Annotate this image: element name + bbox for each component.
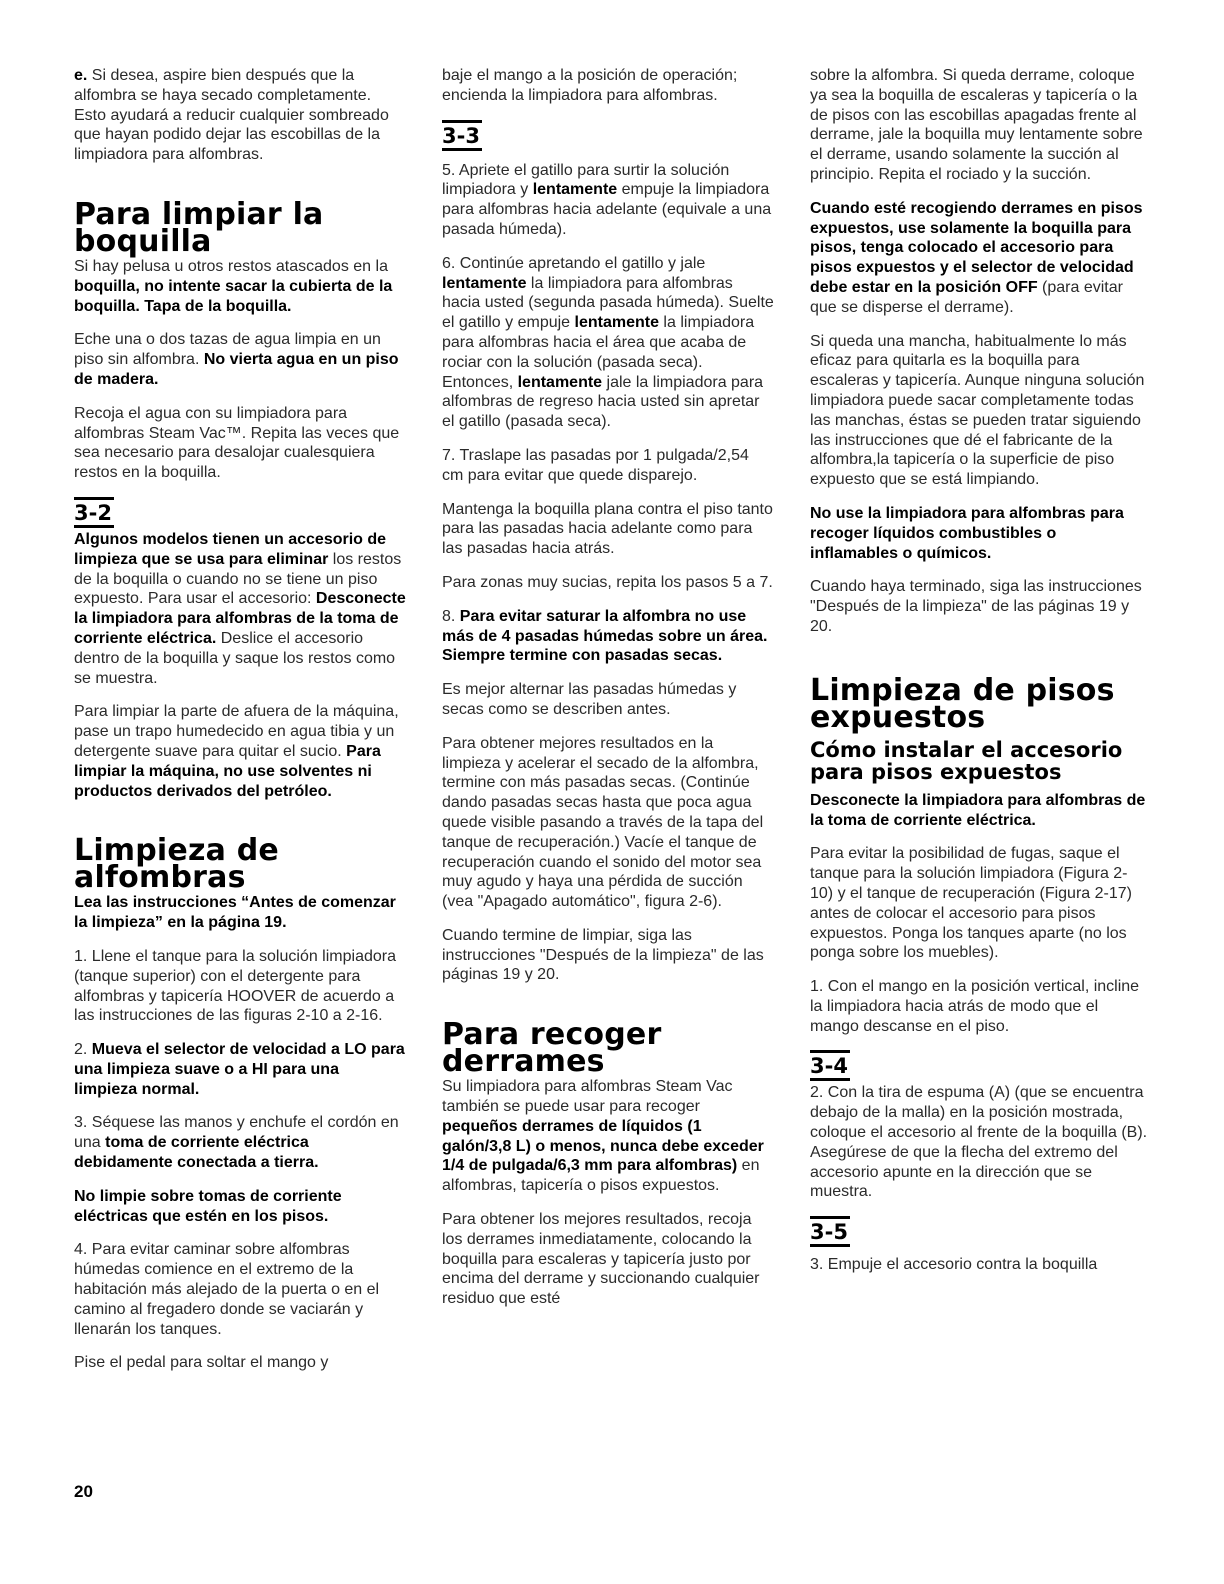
bold-run: Desconecte la limpiadora para alfombras de la toma de corriente eléctrica.	[74, 590, 406, 647]
paragraph-accesorio	[74, 530, 406, 688]
paragraph-step-1-mango: 1. Con el mango en la posición vertical, incline la limpiadora hacia atrás de modo que el mango descanse en el piso.	[810, 978, 1140, 1035]
paragraph-desconecte: Desconecte la limpiadora para alfombras de la toma de corriente eléctrica.	[810, 791, 1146, 829]
bold-run: lentamente	[517, 373, 603, 391]
column-2	[442, 66, 774, 1323]
paragraph-warning-tomas: No limpie sobre tomas de corriente eléctricas que estén en los pisos.	[74, 1187, 342, 1225]
figure-bar-top	[442, 120, 482, 123]
bold-run: No vierta agua en un piso de madera.	[74, 351, 399, 388]
paragraph-sobre-alfombra: sobre la alfombra. Si queda derrame, coloque ya sea la boquilla de escaleras y tapicería o la de pisos con las escobillas apagadas frente al derrame, jale la boquilla muy lentamente sobre el derrame, usando solamente la succión al principio. Repita el rociado y la succión.	[810, 67, 1143, 183]
column-1	[74, 66, 406, 1387]
paragraph-lea: Lea las instrucciones “Antes de comenzar la limpieza” en la página 19.	[74, 894, 396, 932]
bold-run: Para limpiar la máquina, no use solventes ni productos derivados del petróleo.	[74, 742, 381, 800]
text-run: la limpiadora para alfombras hacia el área que acaba de rociar con la solución (pasada seca). Entonces,	[442, 314, 755, 391]
paragraph-mejores-resultados: Para obtener mejores resultados en la limpieza y acelerar el secado de la alfombra, termine con más pasadas secas. (Continúe dando pasadas secas hasta que poca agua quede visible pasando a través de la tapa del tanque de recuperación.) Vacíe el tanque de recuperación cuando el sonido del motor sea muy agudo y haya una pérdida de succión (vea "Apagado automático", figura 2-6).	[442, 734, 764, 911]
heading-line: Para recoger	[442, 1017, 662, 1053]
paragraph-derrames-intro	[442, 1077, 774, 1196]
heading-line: Limpieza de	[74, 833, 279, 869]
bold-run: Cuando esté recogiendo derrames en pisos expuestos, use solamente la boquilla para pisos, tenga colocado el accesorio para pisos expuestos y el selector de velocidad debe estar en la posición OFF	[810, 199, 1143, 296]
heading-line: Para limpiar la	[74, 196, 324, 232]
paragraph-recoja: Recoja el agua con su limpiadora para alfombras Steam Vac™. Repita las veces que sea necesario para desalojar cualesquiera restos en la boquilla.	[74, 404, 400, 482]
paragraph-step-3-empuje: 3. Empuje el accesorio contra la boquilla	[810, 1256, 1098, 1274]
paragraph-step-e	[74, 66, 406, 165]
paragraph-boquilla-intro	[74, 257, 406, 316]
bold-run: Para evitar saturar la alfombra no use más de 4 pasadas húmedas sobre un área. Siempre termine con pasadas secas.	[442, 607, 768, 665]
figure-bar-top	[74, 497, 114, 500]
text-run: en alfombras, tapicería o pisos expuestos.	[442, 1157, 760, 1195]
figure-ref-3-3	[442, 120, 774, 151]
text-run: 5. Apriete el gatillo para surtir la solución limpiadora y	[442, 161, 730, 199]
paragraph-step-6	[442, 254, 774, 432]
figure-label: 3-2	[74, 500, 112, 525]
bold-run: toma de corriente eléctrica debidamente conectada a tierra.	[74, 1134, 319, 1172]
bold-run: lentamente	[442, 274, 527, 292]
step-letter: e.	[74, 67, 88, 84]
paragraph-cuando-termine: Cuando termine de limpiar, siga las instrucciones "Después de la limpieza" de las páginas 19 y 20.	[442, 926, 764, 984]
bold-run: Algunos modelos tienen un accesorio de limpieza que se usa para eliminar	[74, 530, 387, 568]
heading-para-limpiar-boquilla	[74, 196, 406, 259]
text-run: empuje la limpiadora para alfombras hacia adelante (equivale a una pasada húmeda).	[442, 181, 772, 238]
paragraph-cuando-haya-terminado: Cuando haya terminado, siga las instrucciones "Después de la limpieza" de las páginas 19 y 20.	[810, 578, 1142, 635]
paragraph-step-1: 1. Llene el tanque para la solución limpiadora (tanque superior) con el detergente para alfombras y tapicería HOOVER de acuerdo a las instrucciones de las figuras 2-10 a 2-16.	[74, 947, 396, 1025]
figure-label: 3-5	[810, 1220, 848, 1245]
paragraph-step-3	[74, 1113, 406, 1172]
bold-run: lentamente	[574, 314, 659, 332]
text-run: Para limpiar la parte de afuera de la máquina, pase un trapo humedecido en agua tibia y un detergente suave para quitar el sucio.	[74, 703, 399, 760]
heading-line: boquilla	[74, 223, 212, 259]
paragraph-baje: baje el mango a la posición de operación; encienda la limpiadora para alfombras.	[442, 67, 738, 104]
paragraph-pise: Pise el pedal para soltar el mango y	[74, 1354, 329, 1372]
figure-ref-3-5	[810, 1216, 1148, 1247]
paragraph-step-5	[442, 161, 774, 240]
paragraph-combustibles-warning: No use la limpiadora para alfombras para recoger líquidos combustibles o inflamables o químicos.	[810, 504, 1124, 562]
figure-bar-top	[810, 1216, 850, 1219]
subheading-como-instalar: Cómo instalar el accesorio para pisos expuestos	[810, 737, 1123, 784]
paragraph-step-4: 4. Para evitar caminar sobre alfombras húmedas comience en el extremo de la habitación más alejado de la puerta o en el camino al fregadero donde se vaciarán y llenarán los tanques.	[74, 1241, 380, 1338]
paragraph-step-8	[442, 607, 774, 666]
paragraph-pisos-expuestos-warning	[810, 199, 1148, 318]
paragraph-text: Si desea, aspire bien después que la alfombra se haya secado completamente. Esto ayudará a reducir cualquier sombreado que hayan podido dejar las escobillas de la limpiadora para alfombras.	[74, 67, 389, 164]
text-run: 6. Continúe apretando el gatillo y jale	[442, 254, 706, 272]
paragraph-step-2	[74, 1040, 406, 1099]
bold-run: lentamente	[532, 181, 618, 199]
paragraph-mancha: Si queda una mancha, habitualmente lo más eficaz para quitarla es la boquilla para escaleras y tapicería. Aunque ninguna solución limpiadora puede sacar completamente todas las manchas, éstas se pueden tratar siguiendo las instrucciones que dé el fabricante de la alfombra,la tapicería o la superficie de piso expuesto que se está limpiando.	[810, 332, 1145, 489]
figure-label: 3-3	[442, 123, 480, 148]
text-run: (para evitar que se disperse el derrame).	[810, 278, 1123, 316]
paragraph-mantenga: Mantenga la boquilla plana contra el piso tanto para las pasadas hacia adelante como para las pasadas hacia atrás.	[442, 500, 773, 558]
figure-bar-bottom	[810, 1244, 850, 1247]
paragraph-derrames-resultados: Para obtener los mejores resultados, recoja los derrames inmediatamente, colocando la boquilla para escaleras y tapicería justo por encima del derrame y succionando cualquier residuo que esté	[442, 1211, 760, 1308]
text-run: Su limpiadora para alfombras Steam Vac también se puede usar para recoger	[442, 1078, 733, 1116]
paragraph-afuera	[74, 702, 406, 801]
column-3	[810, 66, 1148, 1289]
paragraph-alternar: Es mejor alternar las pasadas húmedas y secas como se describen antes.	[442, 681, 737, 718]
text-run: la limpiadora para alfombras hacia usted (segunda pasada húmeda). Suelte el gatillo y empuje	[442, 274, 774, 332]
figure-bar-top	[810, 1050, 850, 1053]
text-run: los restos de la boquilla o cuando no se tiene un piso expuesto. Para usar el accesorio:	[74, 550, 402, 608]
heading-limpieza-pisos-expuestos	[810, 672, 1148, 735]
figure-label: 3-4	[810, 1054, 848, 1079]
bold-run: boquilla, no intente sacar la cubierta de la boquilla. Tapa de la boquilla.	[74, 277, 393, 315]
paragraph-step-7: 7. Traslape las pasadas por 1 pulgada/2,54 cm para evitar que quede disparejo.	[442, 446, 749, 484]
bold-run: Mueva el selector de velocidad a LO para una limpieza suave o a HI para una limpieza normal.	[74, 1041, 405, 1098]
text-run: 8.	[442, 607, 460, 625]
figure-bar-bottom	[442, 148, 482, 151]
heading-line: alfombras	[74, 860, 246, 896]
text-run: Si hay pelusa u otros restos atascados en la	[74, 257, 388, 275]
figure-ref-3-4	[810, 1050, 1148, 1081]
heading-limpieza-alfombras	[74, 833, 406, 896]
heading-line: expuestos	[810, 699, 986, 735]
heading-para-recoger-derrames	[442, 1017, 774, 1080]
paragraph-agua	[74, 330, 406, 389]
figure-ref-3-2	[74, 497, 406, 528]
figure-bar-bottom	[810, 1078, 850, 1081]
heading-line: derrames	[442, 1044, 605, 1080]
heading-line: Limpieza de pisos	[810, 672, 1115, 708]
figure-bar-bottom	[74, 525, 114, 528]
text-run: 3. Séquese las manos y enchufe el cordón en una	[74, 1114, 399, 1152]
page-number: 20	[74, 1482, 93, 1501]
text-run: jale la limpiadora para alfombras de regreso hacia usted sin apretar el gatillo (pasada seca).	[442, 373, 764, 431]
text-run: Eche una o dos tazas de agua limpia en un piso sin alfombra.	[74, 331, 381, 369]
text-run: Deslice el accesorio dentro de la boquilla y saque los restos como se muestra.	[74, 629, 396, 687]
bold-run: pequeños derrames de líquidos (1 galón/3,8 L) o menos, nunca debe exceder 1/4 de pulgada/6,3 mm para alfombras)	[442, 1117, 764, 1175]
paragraph-step-2-espuma: 2. Con la tira de espuma (A) (que se encuentra debajo de la malla) en la posición mostrada, coloque el accesorio al frente de la boquilla (B). Asegúrese de que la flecha del extremo del accesorio apunte en la dirección que se muestra.	[810, 1084, 1148, 1201]
paragraph-fugas: Para evitar la posibilidad de fugas, saque el tanque para la solución limpiadora (Figura 2-10) y el tanque de recuperación (Figura 2-17) antes de colocar el accesorio para pisos expuestos. Ponga los tanques aparte (no los ponga sobre los muebles).	[810, 845, 1132, 962]
text-run: 2.	[74, 1041, 92, 1059]
paragraph-zonas-sucias: Para zonas muy sucias, repita los pasos 5 a 7.	[442, 573, 773, 591]
